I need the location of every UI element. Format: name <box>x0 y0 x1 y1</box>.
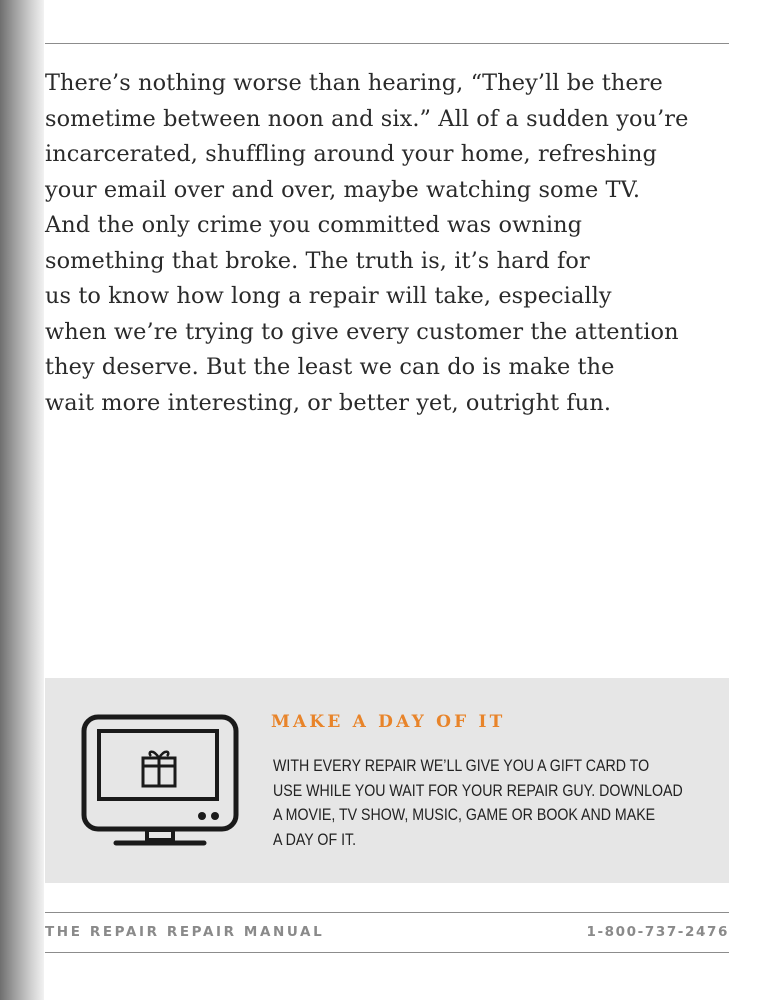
top-divider <box>45 43 729 44</box>
tv-gift-icon <box>81 714 239 848</box>
footer-manual-title: THE REPAIR REPAIR MANUAL <box>45 924 325 940</box>
body-paragraph <box>45 66 735 421</box>
callout-text-line: WITH EVERY REPAIR WE’LL GIVE YOU A GIFT CARD TO <box>273 757 650 775</box>
footer-phone-number: 1-800-737-2476 <box>586 924 729 940</box>
page-spine-shadow <box>0 0 44 1000</box>
body-line: your email over and over, maybe watching some TV. <box>45 176 641 203</box>
body-line: incarcerated, shuffling around your home, refreshing <box>45 141 657 167</box>
body-line: And the only crime you committed was owning <box>45 212 583 238</box>
footer-top-divider <box>45 912 729 913</box>
body-line: when we’re trying to give every customer the attention <box>45 318 679 345</box>
body-line: they deserve. But the least we can do is make the <box>45 354 615 380</box>
callout-box <box>45 678 729 883</box>
body-line: us to know how long a repair will take, especially <box>45 283 612 309</box>
body-line: something that broke. The truth is, it’s hard for <box>45 247 590 274</box>
body-line: wait more interesting, or better yet, outright fun. <box>45 389 612 416</box>
callout-text-line: A MOVIE, TV SHOW, MUSIC, GAME OR BOOK AND MAKE <box>273 806 656 824</box>
body-line: There’s nothing worse than hearing, “They’ll be there <box>45 70 663 96</box>
footer-bottom-divider <box>45 952 729 953</box>
callout-text-line: USE WHILE YOU WAIT FOR YOUR REPAIR GUY. DOWNLOAD <box>273 781 683 800</box>
body-line: sometime between noon and six.” All of a sudden you’re <box>45 105 689 132</box>
callout-text-line: A DAY OF IT. <box>273 830 357 849</box>
callout-title: MAKE A DAY OF IT <box>271 712 506 732</box>
callout-text <box>273 754 683 852</box>
